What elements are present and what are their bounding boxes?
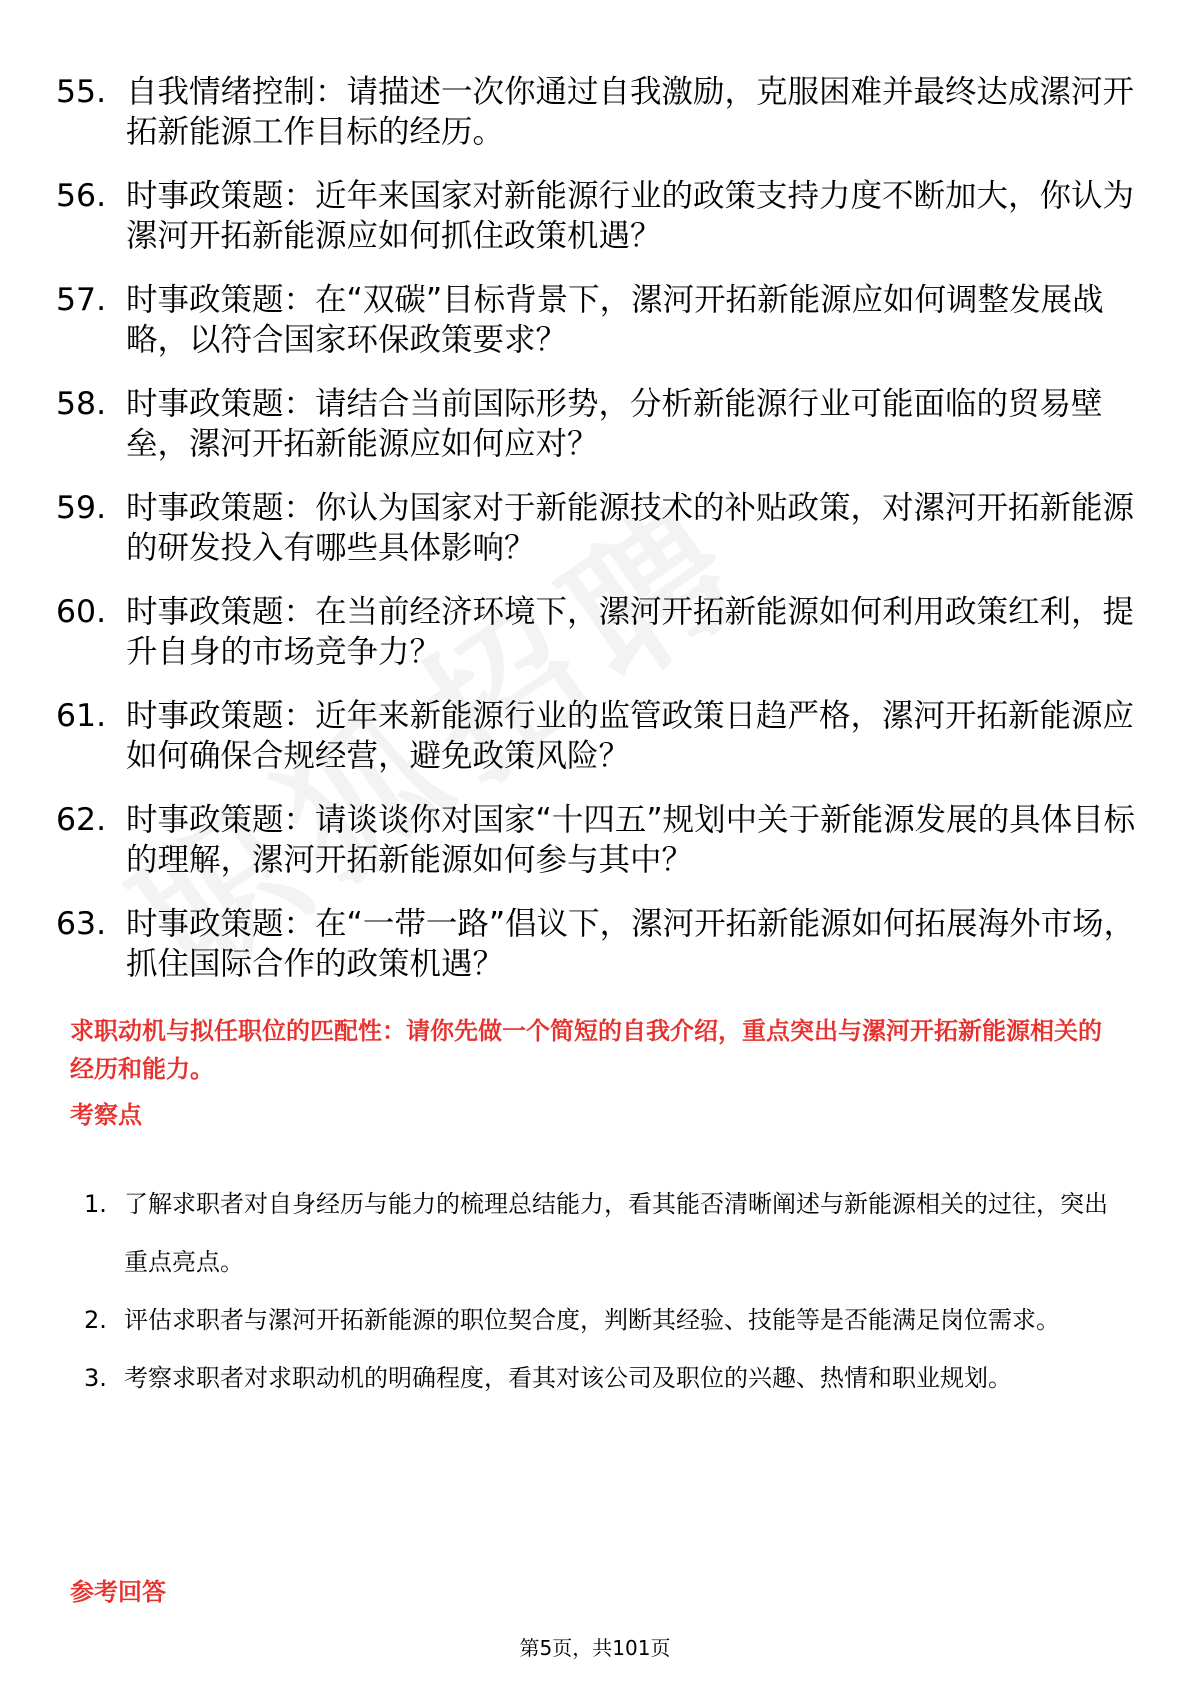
question-number: 56. [56,178,107,214]
question-list [56,72,1146,1008]
assessment-point [84,1175,1114,1291]
question-number: 58. [56,386,107,422]
assessment-points-label: 考察点 [70,1101,142,1129]
question-number: 62. [56,802,107,838]
question-item [56,904,1146,984]
assessment-point-text: 了解求职者对自身经历与能力的梳理总结能力，看其能否清晰阐述与新能源相关的过往，突出重点亮点。 [124,1190,1108,1276]
question-text: 时事政策题：在“双碳”目标背景下，漯河开拓新能源应如何调整发展战略，以符合国家环保政策要求？ [126,282,1104,358]
question-number: 57. [56,282,107,318]
assessment-point-number: 3. [84,1364,107,1392]
question-item [56,592,1146,672]
assessment-point [84,1349,1114,1407]
question-text: 时事政策题：近年来国家对新能源行业的政策支持力度不断加大，你认为漯河开拓新能源应如何抓住政策机遇？ [126,178,1135,254]
question-text: 自我情绪控制：请描述一次你通过自我激励，克服困难并最终达成漯河开拓新能源工作目标的经历。 [126,74,1135,150]
question-item [56,72,1146,152]
assessment-point-number: 1. [84,1190,107,1218]
assessment-points-list [84,1175,1114,1407]
question-item [56,800,1146,880]
question-item [56,384,1146,464]
assessment-point-text: 考察求职者对求职动机的明确程度，看其对该公司及职位的兴趣、热情和职业规划。 [124,1364,1012,1392]
question-item [56,488,1146,568]
question-number: 63. [56,906,107,942]
question-text: 时事政策题：你认为国家对于新能源技术的补贴政策，对漯河开拓新能源的研发投入有哪些具体影响？ [126,490,1135,566]
section-heading: 求职动机与拟任职位的匹配性：请你先做一个简短的自我介绍，重点突出与漯河开拓新能源相关的经历和能力。 [70,1017,1102,1083]
assessment-point-number: 2. [84,1306,107,1334]
reference-answer-label: 参考回答 [70,1578,166,1606]
question-item [56,280,1146,360]
question-text: 时事政策题：请谈谈你对国家“十四五”规划中关于新能源发展的具体目标的理解，漯河开拓新能源如何参与其中？ [126,802,1136,878]
question-text: 时事政策题：在“一带一路”倡议下，漯河开拓新能源如何拓展海外市场，抓住国际合作的政策机遇？ [126,906,1136,982]
question-number: 60. [56,594,107,630]
assessment-point-text: 评估求职者与漯河开拓新能源的职位契合度，判断其经验、技能等是否能满足岗位需求。 [124,1306,1060,1334]
question-item [56,696,1146,776]
question-number: 59. [56,490,107,526]
question-text: 时事政策题：在当前经济环境下，漯河开拓新能源如何利用政策红利，提升自身的市场竞争力？ [126,594,1135,670]
question-text: 时事政策题：请结合当前国际形势，分析新能源行业可能面临的贸易壁垒，漯河开拓新能源应如何应对？ [126,386,1103,462]
assessment-point [84,1291,1114,1349]
question-item [56,176,1146,256]
question-number: 55. [56,74,107,110]
page-indicator: 第5页，共101页 [519,1636,671,1660]
question-number: 61. [56,698,107,734]
question-text: 时事政策题：近年来新能源行业的监管政策日趋严格，漯河开拓新能源应如何确保合规经营，避免政策风险？ [126,698,1135,774]
